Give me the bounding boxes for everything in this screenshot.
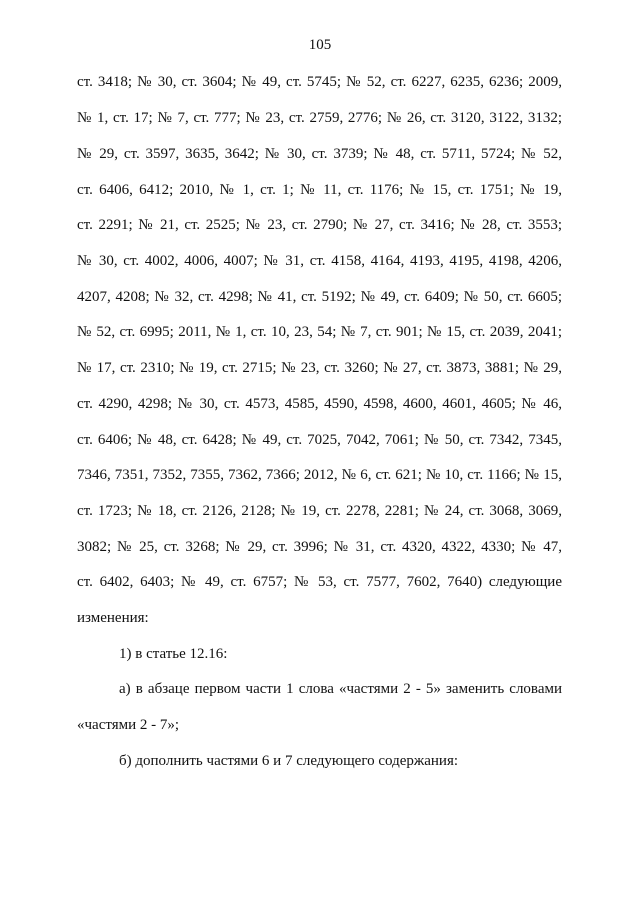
text-line: изменения: [77,610,149,626]
text-line: 4207, 4208; № 32, ст. 4298; № 41, ст. 5192; № 49, ст. 6409; № 50, ст. 6605; [77,289,562,305]
item-b-paragraph: б) дополнить частями 6 и 7 следующего содержания: [119,753,459,769]
text-line: ст. 2291; № 21, ст. 2525; № 23, ст. 2790; № 27, ст. 3416; № 28, ст. 3553; [77,217,562,233]
text-line: № 1, ст. 17; № 7, ст. 777; № 23, ст. 2759, 2776; № 26, ст. 3120, 3122, 3132; [77,110,562,126]
page-number: 105 [308,37,332,53]
text-line: ст. 6406, 6412; 2010, № 1, ст. 1; № 11, ст. 1176; № 15, ст. 1751; № 19, [77,182,562,198]
text-line: 7346, 7351, 7352, 7355, 7362, 7366; 2012, № 6, ст. 621; № 10, ст. 1166; № 15, [77,467,562,483]
text-line: № 30, ст. 4002, 4006, 4007; № 31, ст. 4158, 4164, 4193, 4195, 4198, 4206, [77,253,562,269]
text-line: ст. 4290, 4298; № 30, ст. 4573, 4585, 4590, 4598, 4600, 4601, 4605; № 46, [77,396,562,412]
text-line: 3082; № 25, ст. 3268; № 29, ст. 3996; № 31, ст. 4320, 4322, 4330; № 47, [77,539,562,555]
item-a-paragraph-line-2: «частями 2 - 7»; [77,717,180,733]
text-line: ст. 1723; № 18, ст. 2126, 2128; № 19, ст. 2278, 2281; № 24, ст. 3068, 3069, [77,503,562,519]
text-line: ст. 6402, 6403; № 49, ст. 6757; № 53, ст. 7577, 7602, 7640) следующие [77,574,562,590]
text-line: № 52, ст. 6995; 2011, № 1, ст. 10, 23, 54; № 7, ст. 901; № 15, ст. 2039, 2041; [77,324,562,340]
item-1-paragraph: 1) в статье 12.16: [119,646,228,662]
text-line: ст. 6406; № 48, ст. 6428; № 49, ст. 7025, 7042, 7061; № 50, ст. 7342, 7345, [77,432,562,448]
text-line: № 29, ст. 3597, 3635, 3642; № 30, ст. 3739; № 48, ст. 5711, 5724; № 52, [77,146,562,162]
item-a-paragraph-line-1: а) в абзаце первом части 1 слова «частями 2 - 5» заменить словами [119,681,562,697]
text-line: ст. 3418; № 30, ст. 3604; № 49, ст. 5745; № 52, ст. 6227, 6235, 6236; 2009, [77,74,562,90]
text-line: № 17, ст. 2310; № 19, ст. 2715; № 23, ст. 3260; № 27, ст. 3873, 3881; № 29, [77,360,562,376]
